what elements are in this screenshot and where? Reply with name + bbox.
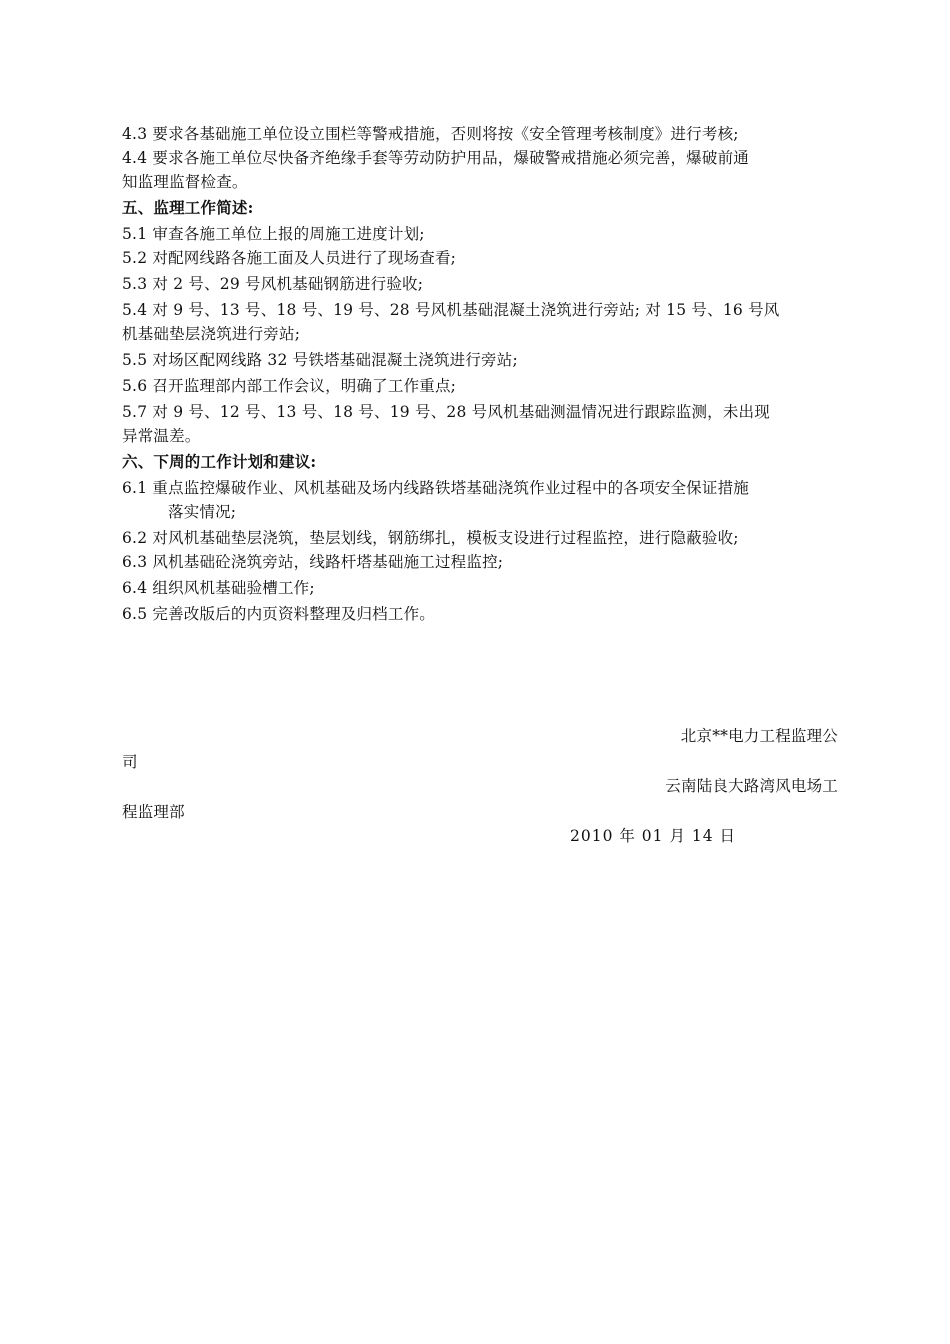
signature-dept-line2: 程监理部 bbox=[122, 803, 185, 821]
item-4-3: 4.3 要求各基础施工单位设立围栏等警戒措施，否则将按《安全管理考核制度》进行考核; bbox=[122, 125, 739, 143]
section6-heading: 六、下周的工作计划和建议: bbox=[122, 452, 317, 471]
item-6-2: 6.2 对风机基础垫层浇筑，垫层划线，钢筋绑扎，模板支设进行过程监控，进行隐蔽验收; bbox=[122, 529, 739, 547]
item-5-7-line1: 5.7 对 9 号、12 号、13 号、18 号、19 号、28 号风机基础测温情况进行跟踪监测，未出现 bbox=[122, 403, 770, 421]
item-5-4-line1: 5.4 对 9 号、13 号、18 号、19 号、28 号风机基础混凝土浇筑进行旁站; 对 15 号、16 号风 bbox=[122, 301, 780, 319]
item-5-4-line2: 机基础垫层浇筑进行旁站; bbox=[122, 325, 301, 343]
item-6-3: 6.3 风机基础砼浇筑旁站，线路杆塔基础施工过程监控; bbox=[122, 553, 504, 571]
item-6-1-line1: 6.1 重点监控爆破作业、风机基础及场内线路铁塔基础浇筑作业过程中的各项安全保证措施 bbox=[122, 479, 749, 497]
signature-company-line2: 司 bbox=[122, 753, 138, 771]
signature-dept-line1: 云南陆良大路湾风电场工 bbox=[665, 777, 838, 795]
signature-company-line1: 北京**电力工程监理公 bbox=[680, 727, 838, 745]
item-6-1-line2: 落实情况; bbox=[168, 503, 237, 521]
item-5-3: 5.3 对 2 号、29 号风机基础钢筋进行验收; bbox=[122, 275, 424, 293]
item-4-4-line2: 知监理监督检查。 bbox=[122, 173, 248, 191]
item-5-7-line2: 异常温差。 bbox=[122, 427, 201, 445]
item-5-2: 5.2 对配网线路各施工面及人员进行了现场查看; bbox=[122, 249, 457, 267]
item-5-1: 5.1 审查各施工单位上报的周施工进度计划; bbox=[122, 225, 425, 243]
section5-heading: 五、监理工作简述: bbox=[122, 198, 254, 217]
item-6-4: 6.4 组织风机基础验槽工作; bbox=[122, 579, 315, 597]
signature-date: 2010 年 01 月 14 日 bbox=[570, 827, 737, 845]
item-6-5: 6.5 完善改版后的内页资料整理及归档工作。 bbox=[122, 605, 435, 623]
item-5-5: 5.5 对场区配网线路 32 号铁塔基础混凝土浇筑进行旁站; bbox=[122, 351, 518, 369]
item-5-6: 5.6 召开监理部内部工作会议，明确了工作重点; bbox=[122, 377, 457, 395]
item-4-4-line1: 4.4 要求各施工单位尽快备齐绝缘手套等劳动防护用品，爆破警戒措施必须完善，爆破前通 bbox=[122, 149, 749, 167]
